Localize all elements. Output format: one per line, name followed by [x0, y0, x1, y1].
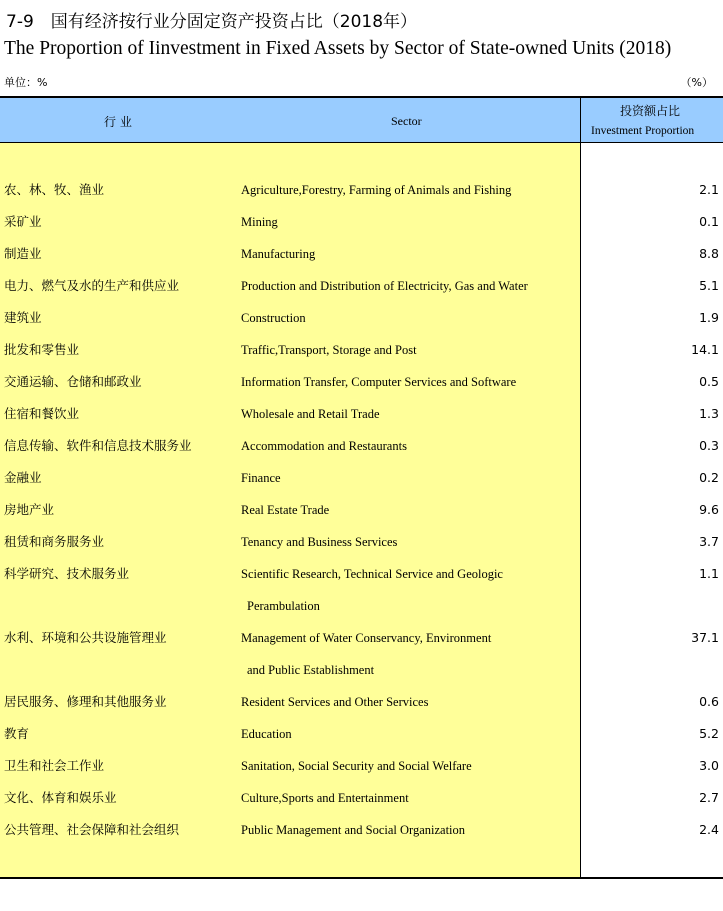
row-value: 0.1	[699, 214, 719, 229]
row-sector-en: Real Estate Trade	[241, 503, 330, 517]
row-value: 1.1	[699, 566, 719, 581]
row-sector-en: Construction	[241, 311, 306, 325]
row-sector-cn: 教育	[4, 726, 30, 741]
unit-label: 单位：%	[4, 76, 48, 89]
row-sector-en: Resident Services and Other Services	[241, 695, 429, 709]
row-sector-cn: 采矿业	[4, 214, 42, 229]
row-value: 2.7	[699, 790, 719, 805]
row-sector-cn: 房地产业	[4, 502, 55, 517]
row-sector-en: Public Management and Social Organization	[241, 823, 466, 837]
table-row	[0, 334, 723, 366]
table-row	[0, 430, 723, 462]
row-sector-en-continued: Perambulation	[247, 599, 320, 613]
table-row	[0, 206, 723, 238]
data-table	[0, 96, 723, 878]
row-sector-en: Production and Distribution of Electricity, Gas and Water	[241, 279, 528, 293]
row-value: 1.3	[699, 406, 719, 421]
row-sector-cn: 居民服务、修理和其他服务业	[4, 694, 167, 709]
page-title-cn: 7-9 国有经济按行业分固定资产投资占比（2018年）	[6, 12, 418, 32]
table-row	[0, 270, 723, 302]
row-value: 37.1	[691, 630, 719, 645]
row-sector-en: Mining	[241, 215, 278, 229]
table-row	[0, 718, 723, 750]
row-sector-cn: 水利、环境和公共设施管理业	[4, 630, 167, 645]
row-value: 3.7	[699, 534, 719, 549]
table-row	[0, 398, 723, 430]
row-sector-en: Tenancy and Business Services	[241, 535, 398, 549]
row-sector-cn: 信息传输、软件和信息技术服务业	[4, 438, 192, 453]
row-value: 5.1	[699, 278, 719, 293]
header-sector-cn: 行 业	[104, 115, 132, 129]
row-sector-en-continued: and Public Establishment	[247, 663, 375, 677]
header-divider	[580, 98, 581, 144]
row-value: 0.2	[699, 470, 719, 485]
row-sector-en: Culture,Sports and Entertainment	[241, 791, 409, 805]
row-sector-cn: 电力、燃气及水的生产和供应业	[4, 278, 180, 293]
row-sector-cn: 金融业	[4, 470, 42, 485]
row-value: 1.9	[699, 310, 719, 325]
table-row	[0, 462, 723, 494]
row-sector-cn: 建筑业	[4, 310, 42, 325]
row-value: 0.6	[699, 694, 719, 709]
table-row	[0, 494, 723, 526]
table-row	[0, 686, 723, 718]
header-sector-en: Sector	[391, 114, 422, 128]
row-sector-cn: 批发和零售业	[4, 342, 80, 357]
row-sector-en: Wholesale and Retail Trade	[241, 407, 380, 421]
row-value: 0.3	[699, 438, 719, 453]
row-sector-en: Scientific Research, Technical Service and Geologic	[241, 567, 503, 581]
table-body	[0, 143, 723, 878]
table-row	[0, 302, 723, 334]
row-value: 9.6	[699, 502, 719, 517]
table-row	[0, 174, 723, 206]
table-row	[0, 814, 723, 846]
row-sector-cn: 制造业	[4, 246, 42, 261]
table-row	[0, 238, 723, 270]
row-value: 0.5	[699, 374, 719, 389]
row-sector-en: Manufacturing	[241, 247, 316, 261]
row-sector-en: Agriculture,Forestry, Farming of Animals and Fishing	[241, 183, 512, 197]
bottom-rule	[0, 877, 723, 879]
row-sector-en: Accommodation and Restaurants	[241, 439, 407, 453]
row-sector-cn: 公共管理、社会保障和社会组织	[4, 822, 180, 837]
row-sector-en: Information Transfer, Computer Services and Software	[241, 375, 517, 389]
row-sector-cn: 住宿和餐饮业	[4, 406, 80, 421]
header-value-cn: 投资额占比	[620, 104, 681, 118]
table-row	[0, 750, 723, 782]
row-sector-en: Education	[241, 727, 292, 741]
row-sector-cn: 租赁和商务服务业	[4, 534, 105, 549]
table-row	[0, 366, 723, 398]
row-sector-cn: 交通运输、仓储和邮政业	[4, 374, 142, 389]
row-value: 3.0	[699, 758, 719, 773]
row-sector-en: Sanitation, Social Security and Social Welfare	[241, 759, 472, 773]
row-sector-en: Management of Water Conservancy, Environment	[241, 631, 492, 645]
row-sector-en: Finance	[241, 471, 281, 485]
table-row	[0, 782, 723, 814]
unit-label-right: （%）	[680, 76, 713, 89]
row-value: 2.4	[699, 822, 719, 837]
row-sector-cn: 农、林、牧、渔业	[4, 182, 105, 197]
header-value-en: Investment Proportion	[591, 125, 695, 137]
table-row	[0, 526, 723, 558]
table-row	[0, 558, 723, 613]
table-row	[0, 622, 723, 677]
row-sector-cn: 文化、体育和娱乐业	[4, 790, 117, 805]
page-title-en: The Proportion of Iinvestment in Fixed Assets by Sector of State-owned Units (2018)	[4, 38, 672, 59]
row-sector-cn: 卫生和社会工作业	[4, 758, 105, 773]
row-value: 5.2	[699, 726, 719, 741]
row-value: 8.8	[699, 246, 719, 261]
row-sector-en: Traffic,Transport, Storage and Post	[241, 343, 417, 357]
row-value: 14.1	[691, 342, 719, 357]
row-sector-cn: 科学研究、技术服务业	[4, 566, 130, 581]
table-header	[0, 96, 723, 143]
row-value: 2.1	[699, 182, 719, 197]
